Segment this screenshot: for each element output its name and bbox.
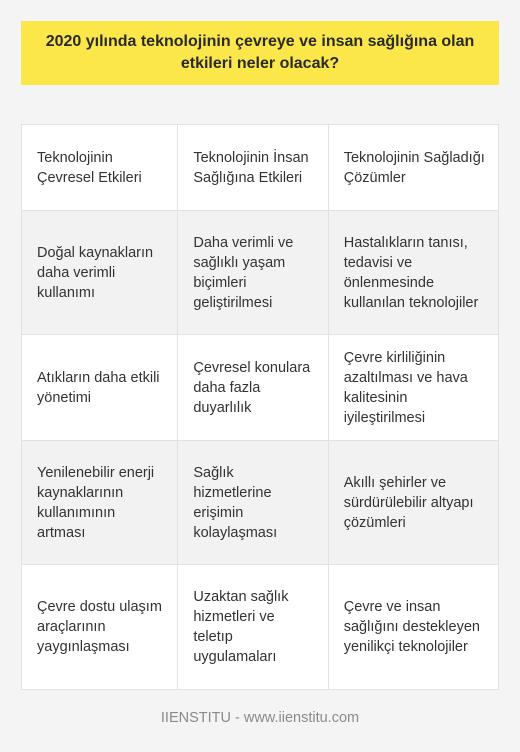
- footer-credit: IIENSTITU - www.iienstitu.com: [160, 710, 360, 726]
- table-cell: Yenilenebilir enerji kaynaklarının kullanımının artması: [22, 441, 178, 565]
- table-cell: Daha verimli ve sağlıklı yaşam biçimleri geliştirilmesi: [178, 211, 328, 335]
- table-cell: Çevre dostu ulaşım araçlarının yaygınlaşması: [22, 565, 178, 689]
- table-cell: Hastalıkların tanısı, tedavisi ve önlenmesinde kullanılan teknolojiler: [329, 211, 498, 335]
- table-cell: Çevre kirliliğinin azaltılması ve hava kalitesinin iyileştirilmesi: [329, 335, 498, 441]
- table-cell: Uzaktan sağlık hizmetleri ve teletıp uygulamaları: [178, 565, 328, 689]
- table-cell: Çevre ve insan sağlığını destekleyen yenilikçi teknolojiler: [343, 599, 480, 655]
- comparison-table: [21, 124, 499, 690]
- table-row: [22, 565, 498, 689]
- table-header-cell: Teknolojinin Sağladığı Çözümler: [329, 125, 498, 211]
- table-cell: Akıllı şehirler ve sürdürülebilir altyapı çözümleri: [329, 441, 498, 565]
- table-cell: Çevresel konulara daha fazla duyarlılık: [178, 335, 328, 441]
- table-cell: Doğal kaynakların daha verimli kullanımı: [22, 211, 178, 335]
- table-row: [22, 441, 498, 565]
- table-row: [22, 211, 498, 335]
- table-cell: Atıkların daha etkili yönetimi: [22, 335, 178, 441]
- table-header-row: [22, 125, 498, 211]
- title-banner: [21, 21, 499, 85]
- table-cell: Sağlık hizmetlerine erişimin kolaylaşması: [178, 441, 328, 565]
- table-row: [22, 335, 498, 441]
- table-header-cell: Teknolojinin Çevresel Etkileri: [22, 125, 178, 211]
- page-title: 2020 yılında teknolojinin çevreye ve insan sağlığına olan etkileri neler olacak?: [45, 33, 475, 72]
- table-header-cell: Teknolojinin İnsan Sağlığına Etkileri: [178, 125, 328, 211]
